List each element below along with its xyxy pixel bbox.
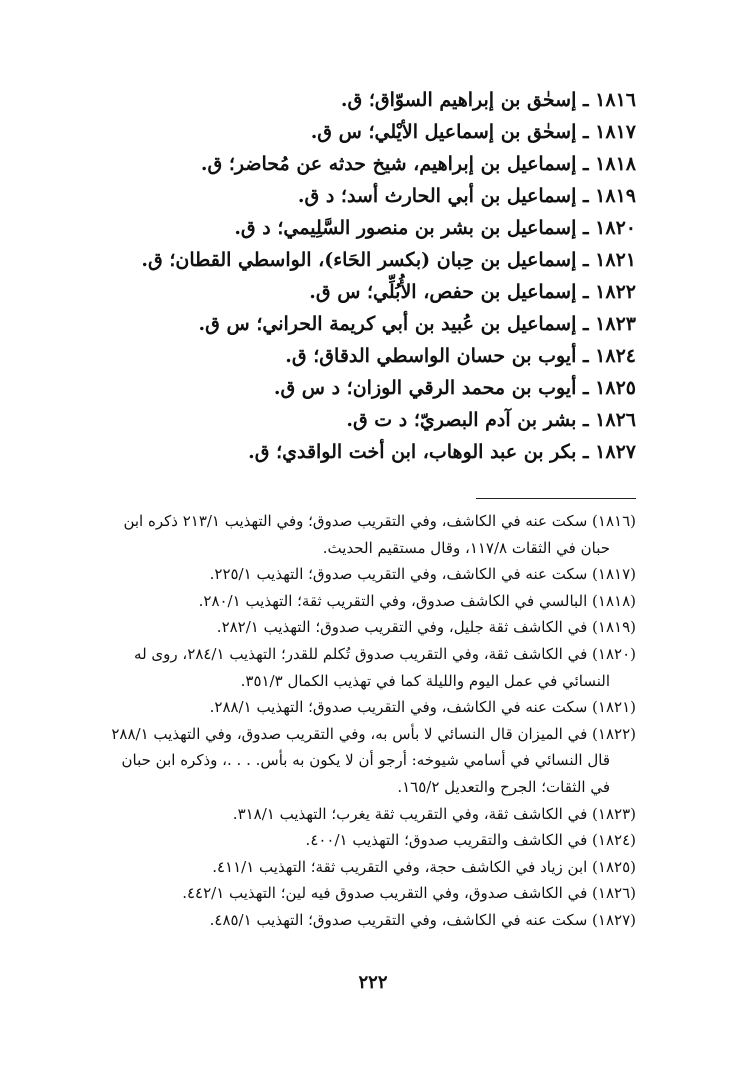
footnote-continuation-line: قال النسائي في أسامي شيوخه: أرجو أن لا يكون به بأس. . . .، وذكره ابن حبان — [121, 751, 610, 770]
entry-line: ١٨٢١ ـ إسماعيل بن حِبان (بكسر الحَاء)، الواسطي القطان؛ ق. — [141, 249, 636, 271]
footnote-line: (١٨٢٠) في الكاشف ثقة، وفي التقريب صدوق تُكلم للقدر؛ التهذيب ٢٨٤/١، روى له — [134, 644, 636, 663]
entry-line: ١٨١٦ ـ إسحٰق بن إبراهيم السوّاق؛ ق. — [340, 89, 636, 111]
footnote-continuation-line: النسائي في عمل اليوم والليلة كما في تهذيب الكمال ٣٥١/٣. — [240, 671, 610, 690]
page-number: ٢٢٢ — [358, 972, 388, 993]
footnote-line: (١٨١٩) في الكاشف ثقة جليل، وفي التقريب صدوق؛ التهذيب ٢٨٢/١. — [216, 618, 636, 637]
entry-line: ١٨٢٢ ـ إسماعيل بن حفص، الأُبُلِّي؛ س ق. — [309, 281, 636, 303]
footnote-line: (١٨٢٣) في الكاشف ثقة، وفي التقريب ثقة يغرب؛ التهذيب ٣١٨/١. — [232, 804, 636, 823]
entry-line: ١٨٢٦ ـ بشر بن آدم البصريّ؛ د ت ق. — [346, 409, 636, 431]
footnote-continuation-line: حبان في الثقات ١١٧/٨، وقال مستقيم الحديث. — [322, 538, 610, 557]
footnote-continuation-line: في الثقات؛ الجرح والتعديل ١٦٥/٢. — [397, 777, 610, 796]
footnote-line: (١٨٢٦) في الكاشف صدوق، وفي التقريب صدوق فيه لين؛ التهذيب ٤٤٢/١. — [182, 884, 636, 903]
footnote-line: (١٨١٧) سكت عنه في الكاشف، وفي التقريب صدوق؛ التهذيب ٢٢٥/١. — [209, 565, 636, 584]
entry-line: ١٨٢٠ ـ إسماعيل بن بشر بن منصور السَّلِيمي؛ د ق. — [234, 217, 636, 239]
entry-line: ١٨٢٣ ـ إسماعيل بن عُبيد بن أبي كريمة الحراني؛ س ق. — [198, 313, 636, 335]
footnote-list — [76, 508, 636, 934]
footnote-line: (١٨٢٤) في الكاشف والتقريب صدوق؛ التهذيب ٤٠٠/١. — [305, 831, 636, 850]
entry-line: ١٨٢٥ ـ أيوب بن محمد الرقي الوزان؛ د س ق. — [273, 377, 636, 399]
footnote-line: (١٨٢١) سكت عنه في الكاشف، وفي التقريب صدوق؛ التهذيب ٢٨٨/١. — [209, 698, 636, 717]
entry-list — [76, 84, 636, 468]
footnote-line: (١٨٢٢) في الميزان قال النسائي لا بأس به، وفي التقريب صدوق، وفي التهذيب ٢٨٨/١ — [111, 724, 636, 743]
footnote-line: (١٨١٨) البالسي في الكاشف صدوق، وفي التقريب ثقة؛ التهذيب ٢٨٠/١. — [198, 591, 636, 610]
footnote-line: (١٨٢٥) ابن زياد في الكاشف حجة، وفي التقريب ثقة؛ التهذيب ٤١١/١. — [212, 857, 636, 876]
footnote-divider — [476, 498, 636, 499]
entry-line: ١٨١٧ ـ إسحٰق بن إسماعيل الأيْلي؛ س ق. — [310, 121, 636, 143]
footnote-line: (١٨٢٧) سكت عنه في الكاشف، وفي التقريب صدوق؛ التهذيب ٤٨٥/١. — [209, 910, 636, 929]
footnote-line: (١٨١٦) سكت عنه في الكاشف، وفي التقريب صدوق؛ وفي التهذيب ٢١٣/١ ذكره ابن — [123, 512, 636, 530]
entry-line: ١٨١٨ ـ إسماعيل بن إبراهيم، شيخ حدثه عن مُحاضر؛ ق. — [200, 153, 636, 175]
entry-line: ١٨٢٧ ـ بكر بن عبد الوهاب، ابن أخت الواقدي؛ ق. — [248, 441, 636, 463]
entry-line: ١٨٢٤ ـ أيوب بن حسان الواسطي الدقاق؛ ق. — [285, 345, 636, 367]
entry-line: ١٨١٩ ـ إسماعيل بن أبي الحارث أسد؛ د ق. — [297, 185, 636, 207]
